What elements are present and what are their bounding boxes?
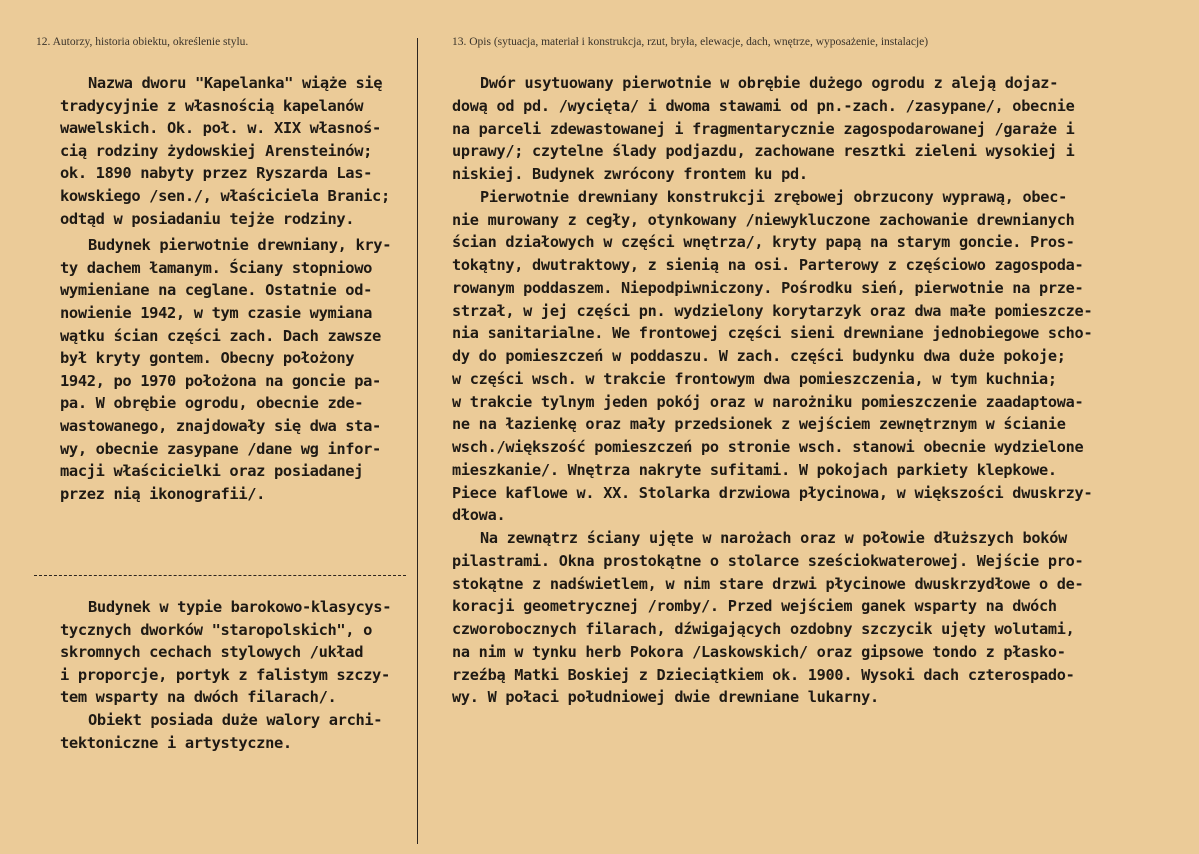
text-line: tokątny, dwutraktowy, z sienią na osi. Parterowy z częściowo zagospoda-: [452, 256, 1084, 274]
text-line: niskiej. Budynek zwrócony frontem ku pd.: [452, 165, 808, 183]
text-line: nie murowany z cegły, otynkowany /niewykluczone zachowanie drewnianych: [452, 210, 1075, 229]
text-line: w trakcie tylnym jeden pokój oraz w narożniku pomieszczenie zaadaptowa-: [452, 392, 1084, 411]
text-line: stokątne z nadświetlem, w nim stare drzwi płycinowe dwuskrzydłowe o de-: [452, 574, 1084, 593]
text-line: odtąd w posiadaniu tejże rodziny.: [60, 209, 355, 228]
text-line: skromnych cechach stylowych /układ: [60, 643, 364, 662]
text-line: kowskiego /sen./, właściciela Branic;: [60, 186, 390, 205]
text-line: dłowa.: [452, 506, 506, 525]
section-separator: [34, 575, 406, 577]
text-line: rzeźbą Matki Boskiej z Dzieciątkiem ok. 1900. Wysoki dach czterospado-: [452, 665, 1075, 684]
text-line: ne na łazienkę oraz mały przedsionek z wejściem zewnętrznym w ścianie: [452, 415, 1066, 434]
text-line: nia sanitarialne. We frontowej części sieni drewniane jednobiegowe scho-: [452, 324, 1093, 343]
text-line: pa. W obrębie ogrodu, obecnie zde-: [60, 394, 364, 413]
text-line: dy do pomieszczeń w poddaszu. W zach. części budynku dwa duże pokoje;: [452, 347, 1066, 365]
text-line: wymieniane na ceglane. Ostatnie od-: [60, 281, 373, 300]
text-line: Nazwa dworu "Kapelanka" wiąże się: [88, 74, 383, 92]
text-line: na parceli zdewastowanej i fragmentarycznie zagospodarowanej /garaże i: [452, 119, 1075, 138]
text-line: i proporcje, portyk z falistym szczy-: [60, 665, 390, 684]
text-line: czworobocznych filarach, dźwigających ozdobny szczycik ujęty wolutami,: [452, 620, 1075, 638]
right-column-header: 13. Opis (sytuacja, materiał i konstrukcja, rzut, bryła, elewacje, dach, wnętrze, wyposażenie, instalacje): [452, 36, 929, 48]
text-line: mieszkanie/. Wnętrza nakryte sufitami. W pokojach parkiety klepkowe.: [452, 460, 1057, 479]
text-line: dową od pd. /wycięta/ i dwoma stawami od pn.-zach. /zasypane/, obecnie: [452, 96, 1075, 115]
description-text: [452, 72, 1167, 709]
text-line: rowanym poddaszem. Niepodpiwniczony. Pośrodku sień, pierwotnie na prze-: [452, 278, 1084, 297]
text-line: ok. 1890 nabyty przez Ryszarda Las-: [60, 164, 373, 183]
text-line: Dwór usytuowany pierwotnie w obrębie dużego ogrodu z aleją dojaz-: [480, 74, 1059, 92]
text-line: wy. W połaci południowej dwie drewniane lukarny.: [452, 688, 879, 707]
text-line: strzał, w jej części pn. wydzielony korytarzyk oraz dwa małe pomieszcze-: [452, 301, 1093, 320]
text-line: uprawy/; czytelne ślady podjazdu, zachowane resztki zieleni wysokiej i: [452, 142, 1075, 161]
text-line: ty dachem łamanym. Ściany stopniowo: [60, 258, 373, 277]
text-line: wątku ścian części zach. Dach zawsze: [60, 326, 381, 345]
text-line: Obiekt posiada duże walory archi-: [88, 710, 383, 729]
text-line: tycznych dworków "staropolskich", o: [60, 620, 373, 639]
text-line: Budynek w typie barokowo-klasycys-: [88, 598, 392, 616]
text-line: tem wsparty na dwóch filarach/.: [60, 688, 337, 707]
left-column-header: 12. Autorzy, historia obiektu, określenie stylu.: [36, 36, 249, 48]
text-line: był kryty gontem. Obecny położony: [60, 349, 355, 368]
text-line: wsch./większość pomieszczeń po stronie wsch. stanowi obecnie wydzielone: [452, 438, 1084, 456]
text-line: Budynek pierwotnie drewniany, kry-: [88, 236, 392, 255]
history-text: [60, 72, 410, 505]
text-line: macji właścicielki oraz posiadanej: [60, 462, 364, 481]
text-line: wawelskich. Ok. poł. w. XIX własnoś-: [60, 119, 381, 138]
text-line: przez nią ikonografii/.: [60, 484, 266, 503]
text-line: na nim w tynku herb Pokora /Laskowskich/ oraz gipsowe tondo z płasko-: [452, 642, 1066, 661]
text-line: ścian działowych w części wnętrza/, kryty papą na starym goncie. Pros-: [452, 233, 1075, 252]
text-line: cią rodziny żydowskiej Arensteinów;: [60, 141, 373, 160]
text-line: Pierwotnie drewniany konstrukcji zrębowej obrzucony wyprawą, obec-: [480, 187, 1067, 206]
text-line: 1942, po 1970 położona na goncie pa-: [60, 371, 381, 390]
text-line: Piece kaflowe w. XX. Stolarka drzwiowa płycinowa, w większości dwuskrzy-: [452, 483, 1093, 502]
text-line: wastowanego, znajdowały się dwa sta-: [60, 416, 381, 435]
text-line: nowienie 1942, w tym czasie wymiana: [60, 303, 373, 322]
text-line: tradycyjnie z własnością kapelanów: [60, 96, 364, 115]
text-line: koracji geometrycznej /romby/. Przed wejściem ganek wsparty na dwóch: [452, 597, 1057, 616]
text-line: w części wsch. w trakcie frontowym dwa pomieszczenia, w tym kuchnia;: [452, 369, 1057, 388]
style-text: [60, 596, 410, 754]
text-line: wy, obecnie zasypane /dane wg infor-: [60, 439, 381, 458]
text-line: Na zewnątrz ściany ujęte w narożach oraz w połowie dłuższych boków: [480, 529, 1067, 547]
column-divider: [417, 38, 418, 844]
text-line: tektoniczne i artystyczne.: [60, 733, 292, 752]
text-line: pilastrami. Okna prostokątne o stolarce sześciokwaterowej. Wejście pro-: [452, 551, 1084, 570]
